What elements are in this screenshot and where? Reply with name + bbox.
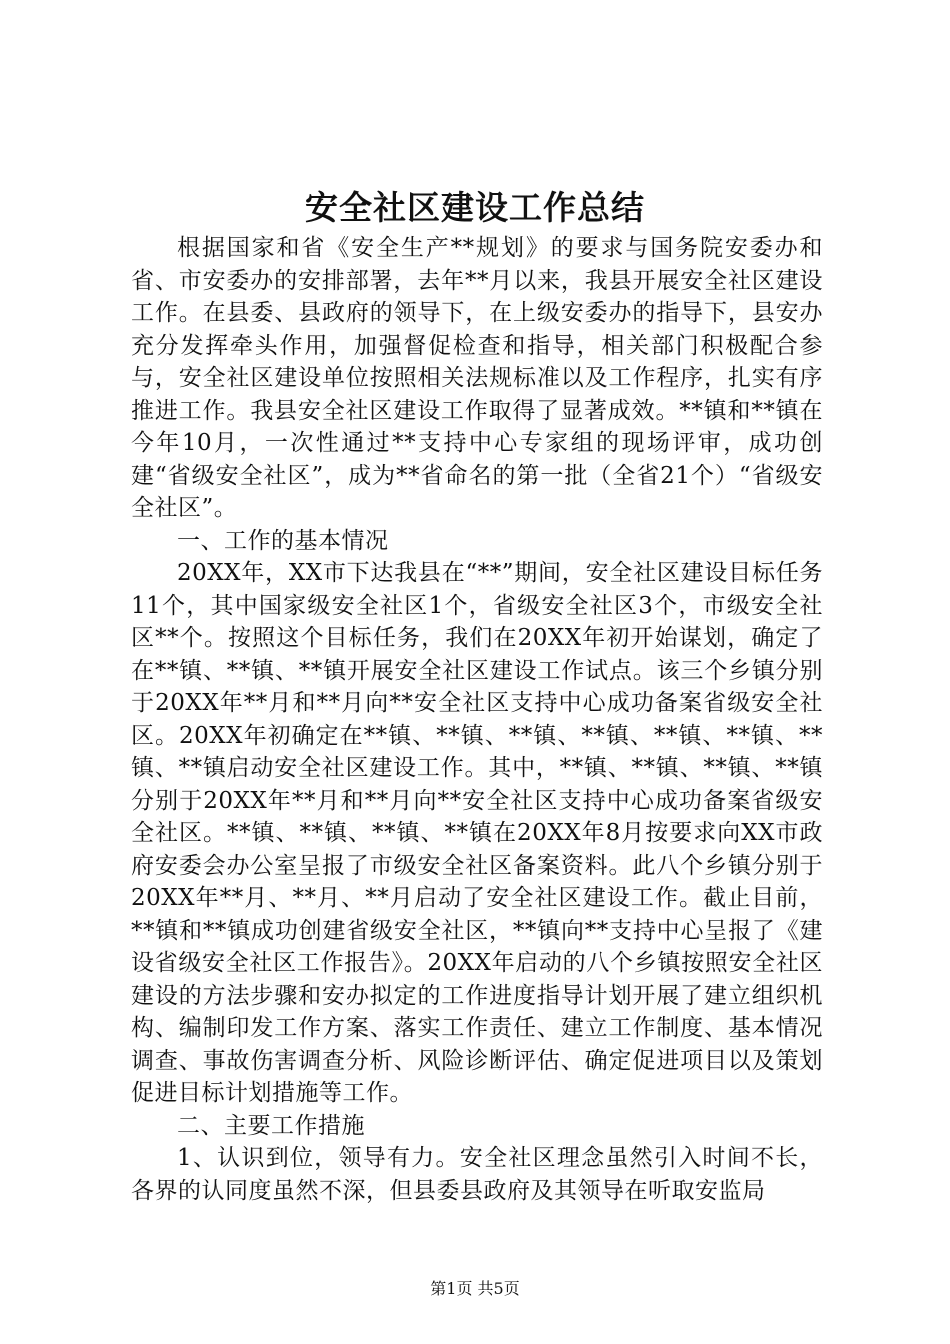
section-heading-basic-situation: 一、工作的基本情况 (177, 527, 389, 554)
paragraph-basic-situation: 20XX年，XX市下达我县在“**”期间，安全社区建设目标任务11个，其中国家级安全社区1个，省级安全社区3个，市级安全社区**个。按照这个目标任务，我们在20XX年初开始谋划，确定了在**镇、**镇、**镇开展安全社区建设工作试点。该三个乡镇分别于20XX年**月和**月向**安全社区支持中心成功备案省级安全社区。20XX年初确定在**镇、**镇、**镇、**镇、**镇、**镇、**镇、**镇启动安全社区建设工作。其中，**镇、**镇、**镇、**镇分别于20XX年**月和**月向**安全社区支持中心成功备案省级安全社区。**镇、**镇、**镇、**镇在20XX年8月按要求向XX市政府安委会办公室呈报了市级安全社区备案资料。此八个乡镇分别于20XX年**月、**月、**月启动了安全社区建设工作。截止目前，**镇和**镇成功创建省级安全社区，**镇向**支持中心呈报了《建设省级安全社区工作报告》。20XX年启动的八个乡镇按照安全社区建设的方法步骤和安办拟定的工作进度指导计划开展了建立组织机构、编制印发工作方案、落实工作责任、建立工作制度、基本情况调查、事故伤害调查分析、风险诊断评估、确定促进项目以及策划促进目标计划措施等工作。 (131, 560, 823, 1106)
paragraph-intro: 根据国家和省《安全生产**规划》的要求与国务院安委办和省、市安委办的安排部署，去年**月以来，我县开展安全社区建设工作。在县委、县政府的领导下，在上级安委办的指导下，县安办充分发挥牵头作用，加强督促检查和指导，相关部门积极配合参与，安全社区建设单位按照相关法规标准以及工作程序，扎实有序推进工作。我县安全社区建设工作取得了显著成效。**镇和**镇在今年10月，一次性通过**支持中心专家组的现场评审，成功创建“省级安全社区”，成为**省命名的第一批（全省21个）“省级安全社区”。 (131, 235, 823, 521)
page-number-footer: 第1页 共5页 (430, 1279, 520, 1298)
document-title: 安全社区建设工作总结 (305, 188, 645, 227)
section-heading-main-measures: 二、主要工作措施 (177, 1112, 365, 1139)
paragraph-measure-1: 1、认识到位，领导有力。安全社区理念虽然引入时间不长，各界的认同度虽然不深，但县委县政府及其领导在听取安监局 (131, 1145, 823, 1204)
document-body (131, 232, 823, 1207)
